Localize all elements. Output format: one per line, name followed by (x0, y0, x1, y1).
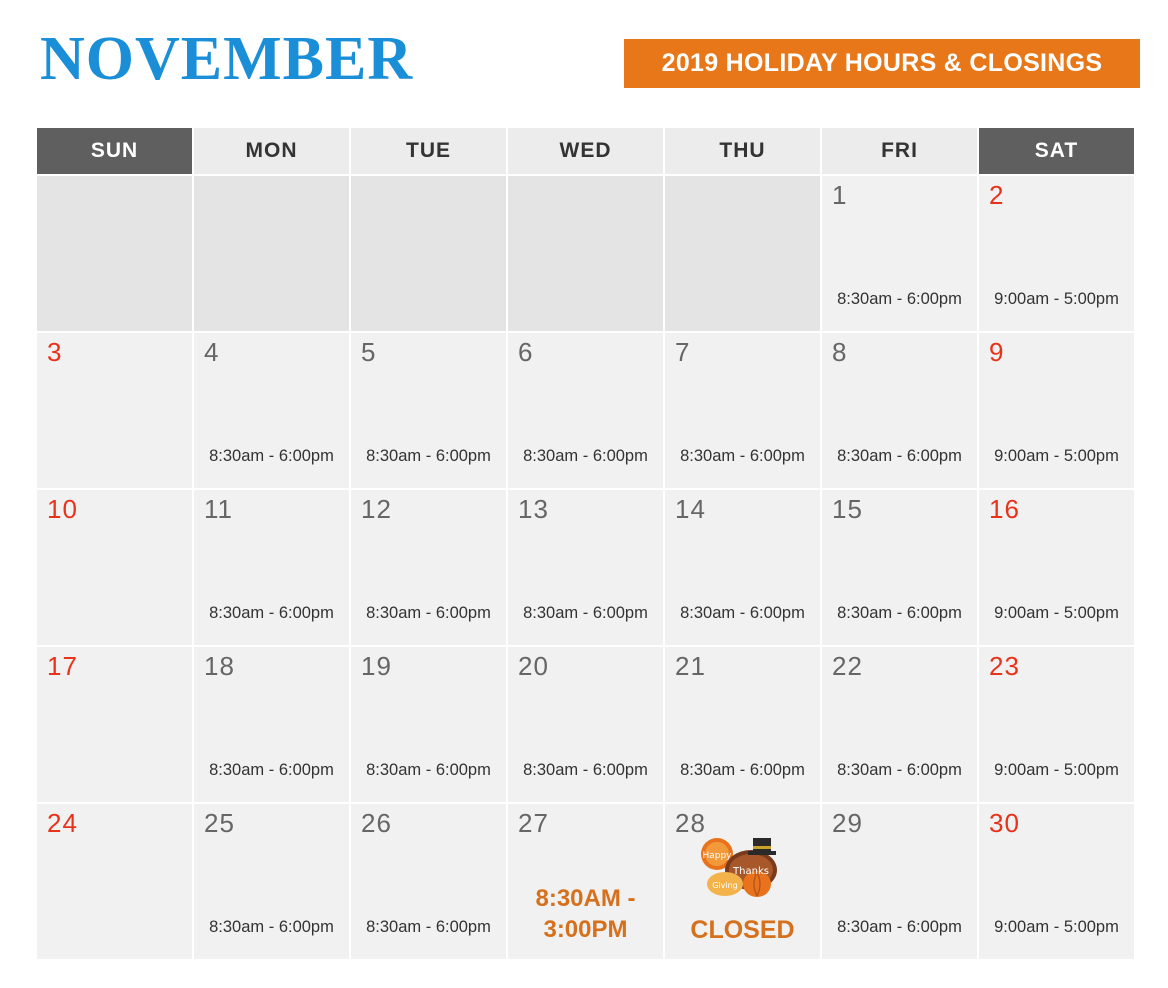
special-hours-label: 8:30AM - 3:00PM (535, 884, 636, 943)
calendar-header (37, 128, 1134, 174)
day-hours: 9:00am - 5:00pm (994, 290, 1119, 308)
day-hours: 8:30am - 6:00pm (209, 604, 334, 622)
calendar-cell-day-13 (508, 490, 663, 645)
day-number: 8 (832, 337, 848, 367)
day-number: 13 (518, 494, 549, 524)
day-number: 18 (204, 651, 235, 681)
happy-thanksgiving-art-icon (695, 832, 795, 902)
day-hours: 8:30am - 6:00pm (523, 447, 648, 465)
day-number: 30 (989, 808, 1020, 838)
svg-text:Thanks: Thanks (733, 866, 769, 877)
calendar-cell-day-22 (822, 647, 977, 802)
dow-header-sat: SAT (979, 128, 1134, 174)
day-number: 23 (989, 651, 1020, 681)
calendar-cell-day-29 (822, 804, 977, 959)
day-number: 6 (518, 337, 534, 367)
calendar-cell-day-27 (508, 804, 663, 959)
day-hours: 9:00am - 5:00pm (994, 918, 1119, 936)
day-number: 27 (518, 808, 549, 838)
calendar-cell-day-25 (194, 804, 349, 959)
calendar-cell-day-26 (351, 804, 506, 959)
calendar-cell-day-5 (351, 333, 506, 488)
calendar-cell-day-10 (37, 490, 192, 645)
day-hours: 8:30am - 6:00pm (837, 761, 962, 779)
svg-text:Giving: Giving (712, 881, 738, 890)
day-hours: 8:30am - 6:00pm (837, 290, 962, 308)
day-number: 28 (675, 808, 706, 838)
day-hours: 8:30am - 6:00pm (209, 761, 334, 779)
dow-header-tue: TUE (351, 128, 506, 174)
day-hours: 9:00am - 5:00pm (994, 447, 1119, 465)
day-number: 22 (832, 651, 863, 681)
dow-header-thu: THU (665, 128, 820, 174)
dow-header-fri: FRI (822, 128, 977, 174)
day-number: 7 (675, 337, 691, 367)
day-number: 26 (361, 808, 392, 838)
day-hours: 8:30am - 6:00pm (680, 604, 805, 622)
day-number: 1 (832, 180, 848, 210)
day-number: 12 (361, 494, 392, 524)
day-number: 17 (47, 651, 78, 681)
day-number: 11 (204, 494, 233, 524)
svg-text:Happy: Happy (702, 851, 732, 861)
day-number: 5 (361, 337, 377, 367)
calendar-cell-empty (351, 176, 506, 331)
calendar-cell-day-15 (822, 490, 977, 645)
day-hours: 8:30am - 6:00pm (523, 604, 648, 622)
day-hours: 8:30am - 6:00pm (209, 447, 334, 465)
calendar-cell-day-3 (37, 333, 192, 488)
day-hours: 8:30am - 6:00pm (366, 761, 491, 779)
day-number: 4 (204, 337, 220, 367)
day-number: 14 (675, 494, 706, 524)
day-number: 25 (204, 808, 235, 838)
day-hours: 8:30am - 6:00pm (366, 447, 491, 465)
calendar-cell-day-1 (822, 176, 977, 331)
day-hours: 8:30am - 6:00pm (837, 447, 962, 465)
calendar-cell-day-24 (37, 804, 192, 959)
calendar-cell-day-12 (351, 490, 506, 645)
calendar-cell-day-23 (979, 647, 1134, 802)
day-hours: 8:30am - 6:00pm (680, 761, 805, 779)
calendar-cell-day-9 (979, 333, 1134, 488)
day-number: 20 (518, 651, 549, 681)
calendar-cell-empty (665, 176, 820, 331)
day-hours: 8:30am - 6:00pm (209, 918, 334, 936)
day-number: 15 (832, 494, 863, 524)
day-number: 16 (989, 494, 1020, 524)
day-number: 19 (361, 651, 392, 681)
day-hours: 8:30am - 6:00pm (366, 918, 491, 936)
day-hours: 9:00am - 5:00pm (994, 604, 1119, 622)
calendar-cell-day-19 (351, 647, 506, 802)
calendar-cell-day-17 (37, 647, 192, 802)
calendar-cell-day-30 (979, 804, 1134, 959)
calendar-cell-day-16 (979, 490, 1134, 645)
calendar-cell-day-11 (194, 490, 349, 645)
holiday-hours-banner: 2019 HOLIDAY HOURS & CLOSINGS (624, 39, 1140, 88)
dow-header-wed: WED (508, 128, 663, 174)
calendar-cell-empty (194, 176, 349, 331)
day-hours: 8:30am - 6:00pm (837, 604, 962, 622)
month-title: NOVEMBER (40, 25, 414, 93)
day-number: 29 (832, 808, 863, 838)
dow-header-sun: SUN (37, 128, 192, 174)
dow-header-mon: MON (194, 128, 349, 174)
closed-label: CLOSED (690, 916, 795, 944)
day-hours: 8:30am - 6:00pm (837, 918, 962, 936)
calendar-cell-day-20 (508, 647, 663, 802)
calendar-cell-day-8 (822, 333, 977, 488)
calendar-cell-day-21 (665, 647, 820, 802)
day-hours: 8:30am - 6:00pm (523, 761, 648, 779)
calendar-grid (37, 176, 1134, 959)
calendar-cell-empty (37, 176, 192, 331)
day-hours: 8:30am - 6:00pm (366, 604, 491, 622)
calendar-cell-day-7 (665, 333, 820, 488)
calendar-cell-day-6 (508, 333, 663, 488)
calendar-cell-day-28 (665, 804, 820, 959)
calendar-cell-empty (508, 176, 663, 331)
calendar-cell-day-14 (665, 490, 820, 645)
calendar-cell-day-2 (979, 176, 1134, 331)
day-number: 24 (47, 808, 78, 838)
day-number: 21 (675, 651, 706, 681)
day-hours: 8:30am - 6:00pm (680, 447, 805, 465)
calendar-cell-day-4 (194, 333, 349, 488)
calendar-cell-day-18 (194, 647, 349, 802)
day-hours: 9:00am - 5:00pm (994, 761, 1119, 779)
day-number: 2 (989, 180, 1005, 210)
day-number: 3 (47, 337, 63, 367)
day-number: 9 (989, 337, 1005, 367)
day-number: 10 (47, 494, 78, 524)
